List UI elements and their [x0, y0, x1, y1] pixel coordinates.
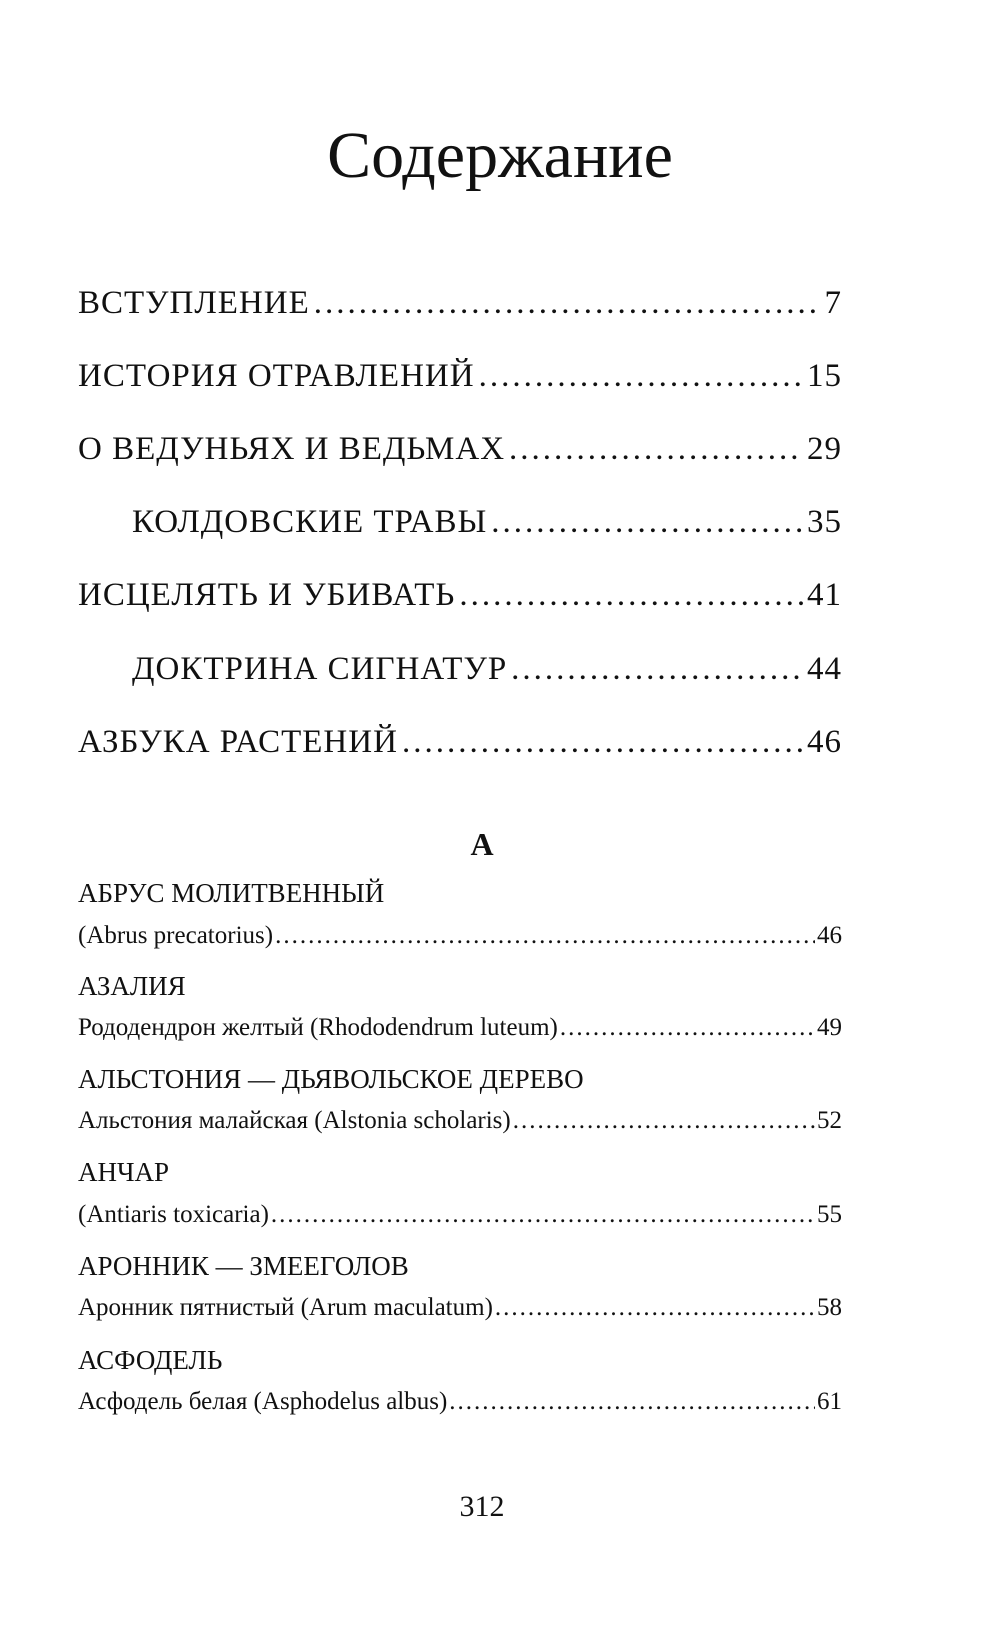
toc-entry-page: 44	[807, 651, 842, 687]
toc-entry-page: 7	[824, 285, 842, 321]
toc-subentry[interactable]	[132, 504, 842, 541]
plant-page: 61	[817, 1388, 842, 1415]
toc-entry-page: 15	[807, 358, 842, 394]
plant-heading: АЗАЛИЯ	[78, 971, 186, 1001]
plant-entry[interactable]	[78, 1294, 842, 1322]
dot-leader	[314, 285, 821, 322]
plant-heading: АНЧАР	[78, 1157, 170, 1187]
toc-entry-label: ВСТУПЛЕНИЕ	[78, 285, 310, 321]
plant-page: 52	[817, 1107, 842, 1134]
plant-heading: АРОННИК — ЗМЕЕГОЛОВ	[78, 1251, 409, 1281]
dot-leader	[495, 1294, 815, 1322]
toc-entry-label: КОЛДОВСКИЕ ТРАВЫ	[132, 504, 488, 540]
plant-entry[interactable]	[78, 922, 842, 950]
dot-leader	[275, 922, 815, 950]
plant-heading: АБРУС МОЛИТВЕННЫЙ	[78, 878, 385, 908]
plant-page: 49	[817, 1014, 842, 1041]
plant-page: 46	[817, 922, 842, 949]
plant-page: 55	[817, 1201, 842, 1228]
plant-latin: (Antiaris toxicaria)	[78, 1201, 269, 1228]
toc-entry-label: АЗБУКА РАСТЕНИЙ	[78, 724, 398, 760]
toc-entry[interactable]	[78, 358, 842, 395]
toc-entry-label: ИСТОРИЯ ОТРАВЛЕНИЙ	[78, 358, 475, 394]
dot-leader	[511, 651, 803, 688]
plant-latin: Асфодель белая (Asphodelus albus)	[78, 1388, 448, 1415]
page-number: 312	[459, 1490, 505, 1523]
dot-leader	[271, 1201, 815, 1229]
dot-leader	[513, 1107, 815, 1135]
plant-entry[interactable]	[78, 1388, 842, 1416]
toc-entry-label: ДОКТРИНА СИГНАТУР	[132, 651, 508, 687]
dot-leader	[402, 724, 803, 761]
page-title: Содержание	[327, 119, 673, 192]
plant-entry[interactable]	[78, 1201, 842, 1229]
toc-entry-page: 46	[807, 724, 842, 760]
section-letter: А	[470, 826, 494, 862]
plant-entry[interactable]	[78, 1014, 842, 1042]
toc-entry-page: 35	[807, 504, 842, 540]
plant-latin: Рододендрон желтый (Rhododendrum luteum)	[78, 1014, 558, 1041]
toc-entry[interactable]	[78, 431, 842, 468]
toc-entry[interactable]	[78, 724, 842, 761]
plant-entry[interactable]	[78, 1107, 842, 1135]
dot-leader	[560, 1014, 815, 1042]
toc-entry[interactable]	[78, 577, 842, 614]
plant-page: 58	[817, 1294, 842, 1321]
dot-leader	[459, 577, 803, 614]
dot-leader	[449, 1388, 815, 1416]
toc-entry-page: 41	[807, 577, 842, 613]
plant-latin: Альстония малайская (Alstonia scholaris)	[78, 1107, 511, 1134]
plant-heading: АЛЬСТОНИЯ — ДЬЯВОЛЬСКОЕ ДЕРЕВО	[78, 1064, 584, 1094]
dot-leader	[491, 504, 803, 541]
toc-entry-page: 29	[807, 431, 842, 467]
dot-leader	[509, 431, 803, 468]
dot-leader	[479, 358, 803, 395]
toc-subentry[interactable]	[132, 651, 842, 688]
toc-entry-label: ИСЦЕЛЯТЬ И УБИВАТЬ	[78, 577, 456, 613]
toc-entry-label: О ВЕДУНЬЯХ И ВЕДЬМАХ	[78, 431, 506, 467]
plant-heading: АСФОДЕЛЬ	[78, 1345, 223, 1375]
plant-latin: (Abrus precatorius)	[78, 922, 274, 949]
toc-entry[interactable]	[78, 285, 842, 322]
plant-latin: Аронник пятнистый (Arum maculatum)	[78, 1294, 493, 1321]
